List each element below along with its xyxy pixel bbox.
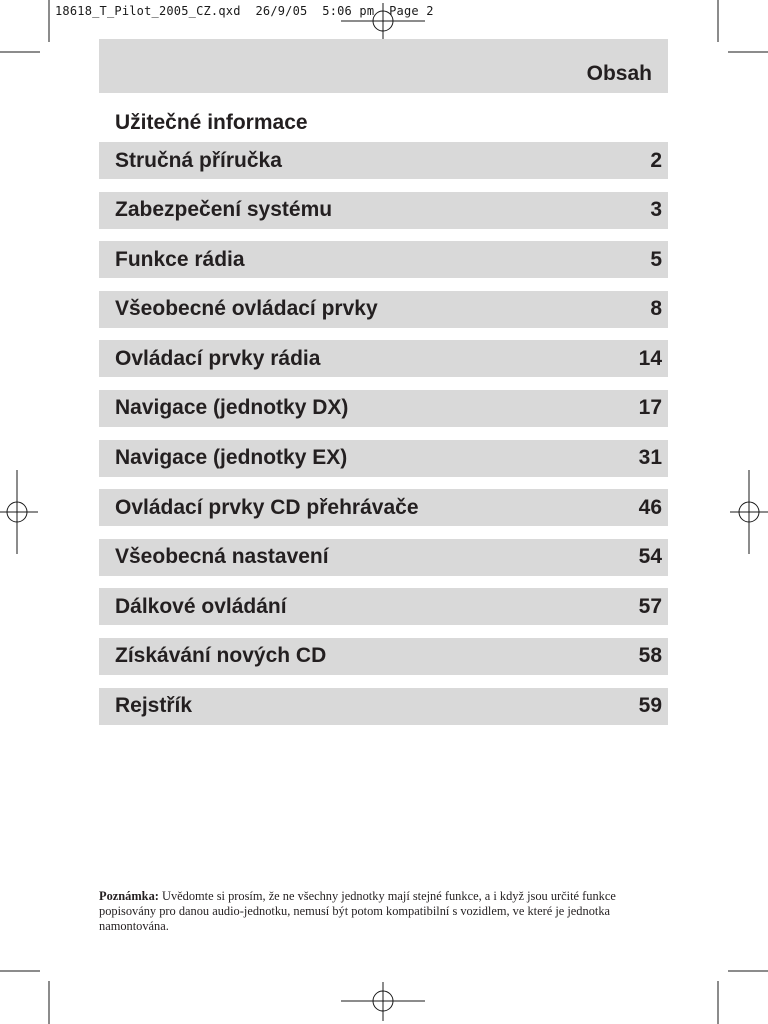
toc-entry-title: Získávání nových CD (115, 644, 327, 668)
toc-entry-title: Všeobecné ovládací prvky (115, 297, 378, 321)
section-heading: Užitečné informace (115, 111, 308, 134)
toc-entry-page: 59 (638, 694, 662, 718)
toc-entry-page: 46 (638, 495, 662, 519)
toc-entry-page: 17 (638, 396, 662, 420)
toc-entry-page: 5 (650, 247, 662, 271)
table-of-contents (99, 142, 668, 737)
toc-entry[interactable] (99, 241, 668, 278)
toc-entry-title: Stručná příručka (115, 148, 282, 172)
toc-entry-title: Funkce rádia (115, 247, 245, 271)
page-title: Obsah (586, 62, 652, 85)
toc-entry-title: Dálkové ovládání (115, 594, 287, 618)
registration-target-left (0, 470, 38, 554)
toc-entry[interactable] (99, 390, 668, 427)
toc-entry[interactable] (99, 489, 668, 526)
toc-entry-title: Rejstřík (115, 694, 193, 718)
file-slug-line: 18618_T_Pilot_2005_CZ.qxd 26/9/05 5:06 pm Page 2 (55, 4, 434, 18)
toc-entry-title: Ovládací prvky rádia (115, 346, 321, 370)
note-paragraph (99, 889, 674, 934)
toc-entry-title: Navigace (jednotky EX) (115, 446, 348, 470)
toc-entry-page: 57 (638, 594, 662, 618)
toc-entry-title: Ovládací prvky CD přehrávače (115, 495, 419, 519)
toc-entry-title: Zabezpečení systému (115, 198, 333, 222)
note-label: Poznámka: (99, 889, 159, 903)
toc-entry[interactable] (99, 291, 668, 328)
toc-entry-title: Navigace (jednotky DX) (115, 396, 349, 420)
toc-entry-page: 58 (638, 644, 662, 668)
registration-target-bottom (341, 982, 425, 1021)
toc-entry[interactable] (99, 638, 668, 675)
toc-entry[interactable] (99, 688, 668, 725)
toc-entry-page: 8 (650, 297, 662, 321)
toc-entry-page: 2 (650, 148, 662, 172)
toc-entry-page: 14 (638, 346, 662, 370)
header-bar (99, 39, 668, 93)
toc-entry[interactable] (99, 142, 668, 179)
note-text: Uvědomte si prosím, že ne všechny jednotky mají stejné funkce, a i když jsou určité funkce popisovány pro danou audio-jednotku, nemusí být potom kompatibilní s vozidlem, ve které je jednotka namontována. (99, 889, 616, 933)
toc-entry-page: 54 (638, 545, 662, 569)
toc-entry-title: Všeobecná nastavení (115, 545, 329, 569)
toc-entry-page: 3 (650, 198, 662, 222)
registration-target-right (730, 470, 768, 554)
toc-entry[interactable] (99, 192, 668, 229)
toc-entry[interactable] (99, 539, 668, 576)
toc-entry[interactable] (99, 588, 668, 625)
toc-entry[interactable] (99, 440, 668, 477)
toc-entry[interactable] (99, 340, 668, 377)
toc-entry-page: 31 (638, 446, 662, 470)
